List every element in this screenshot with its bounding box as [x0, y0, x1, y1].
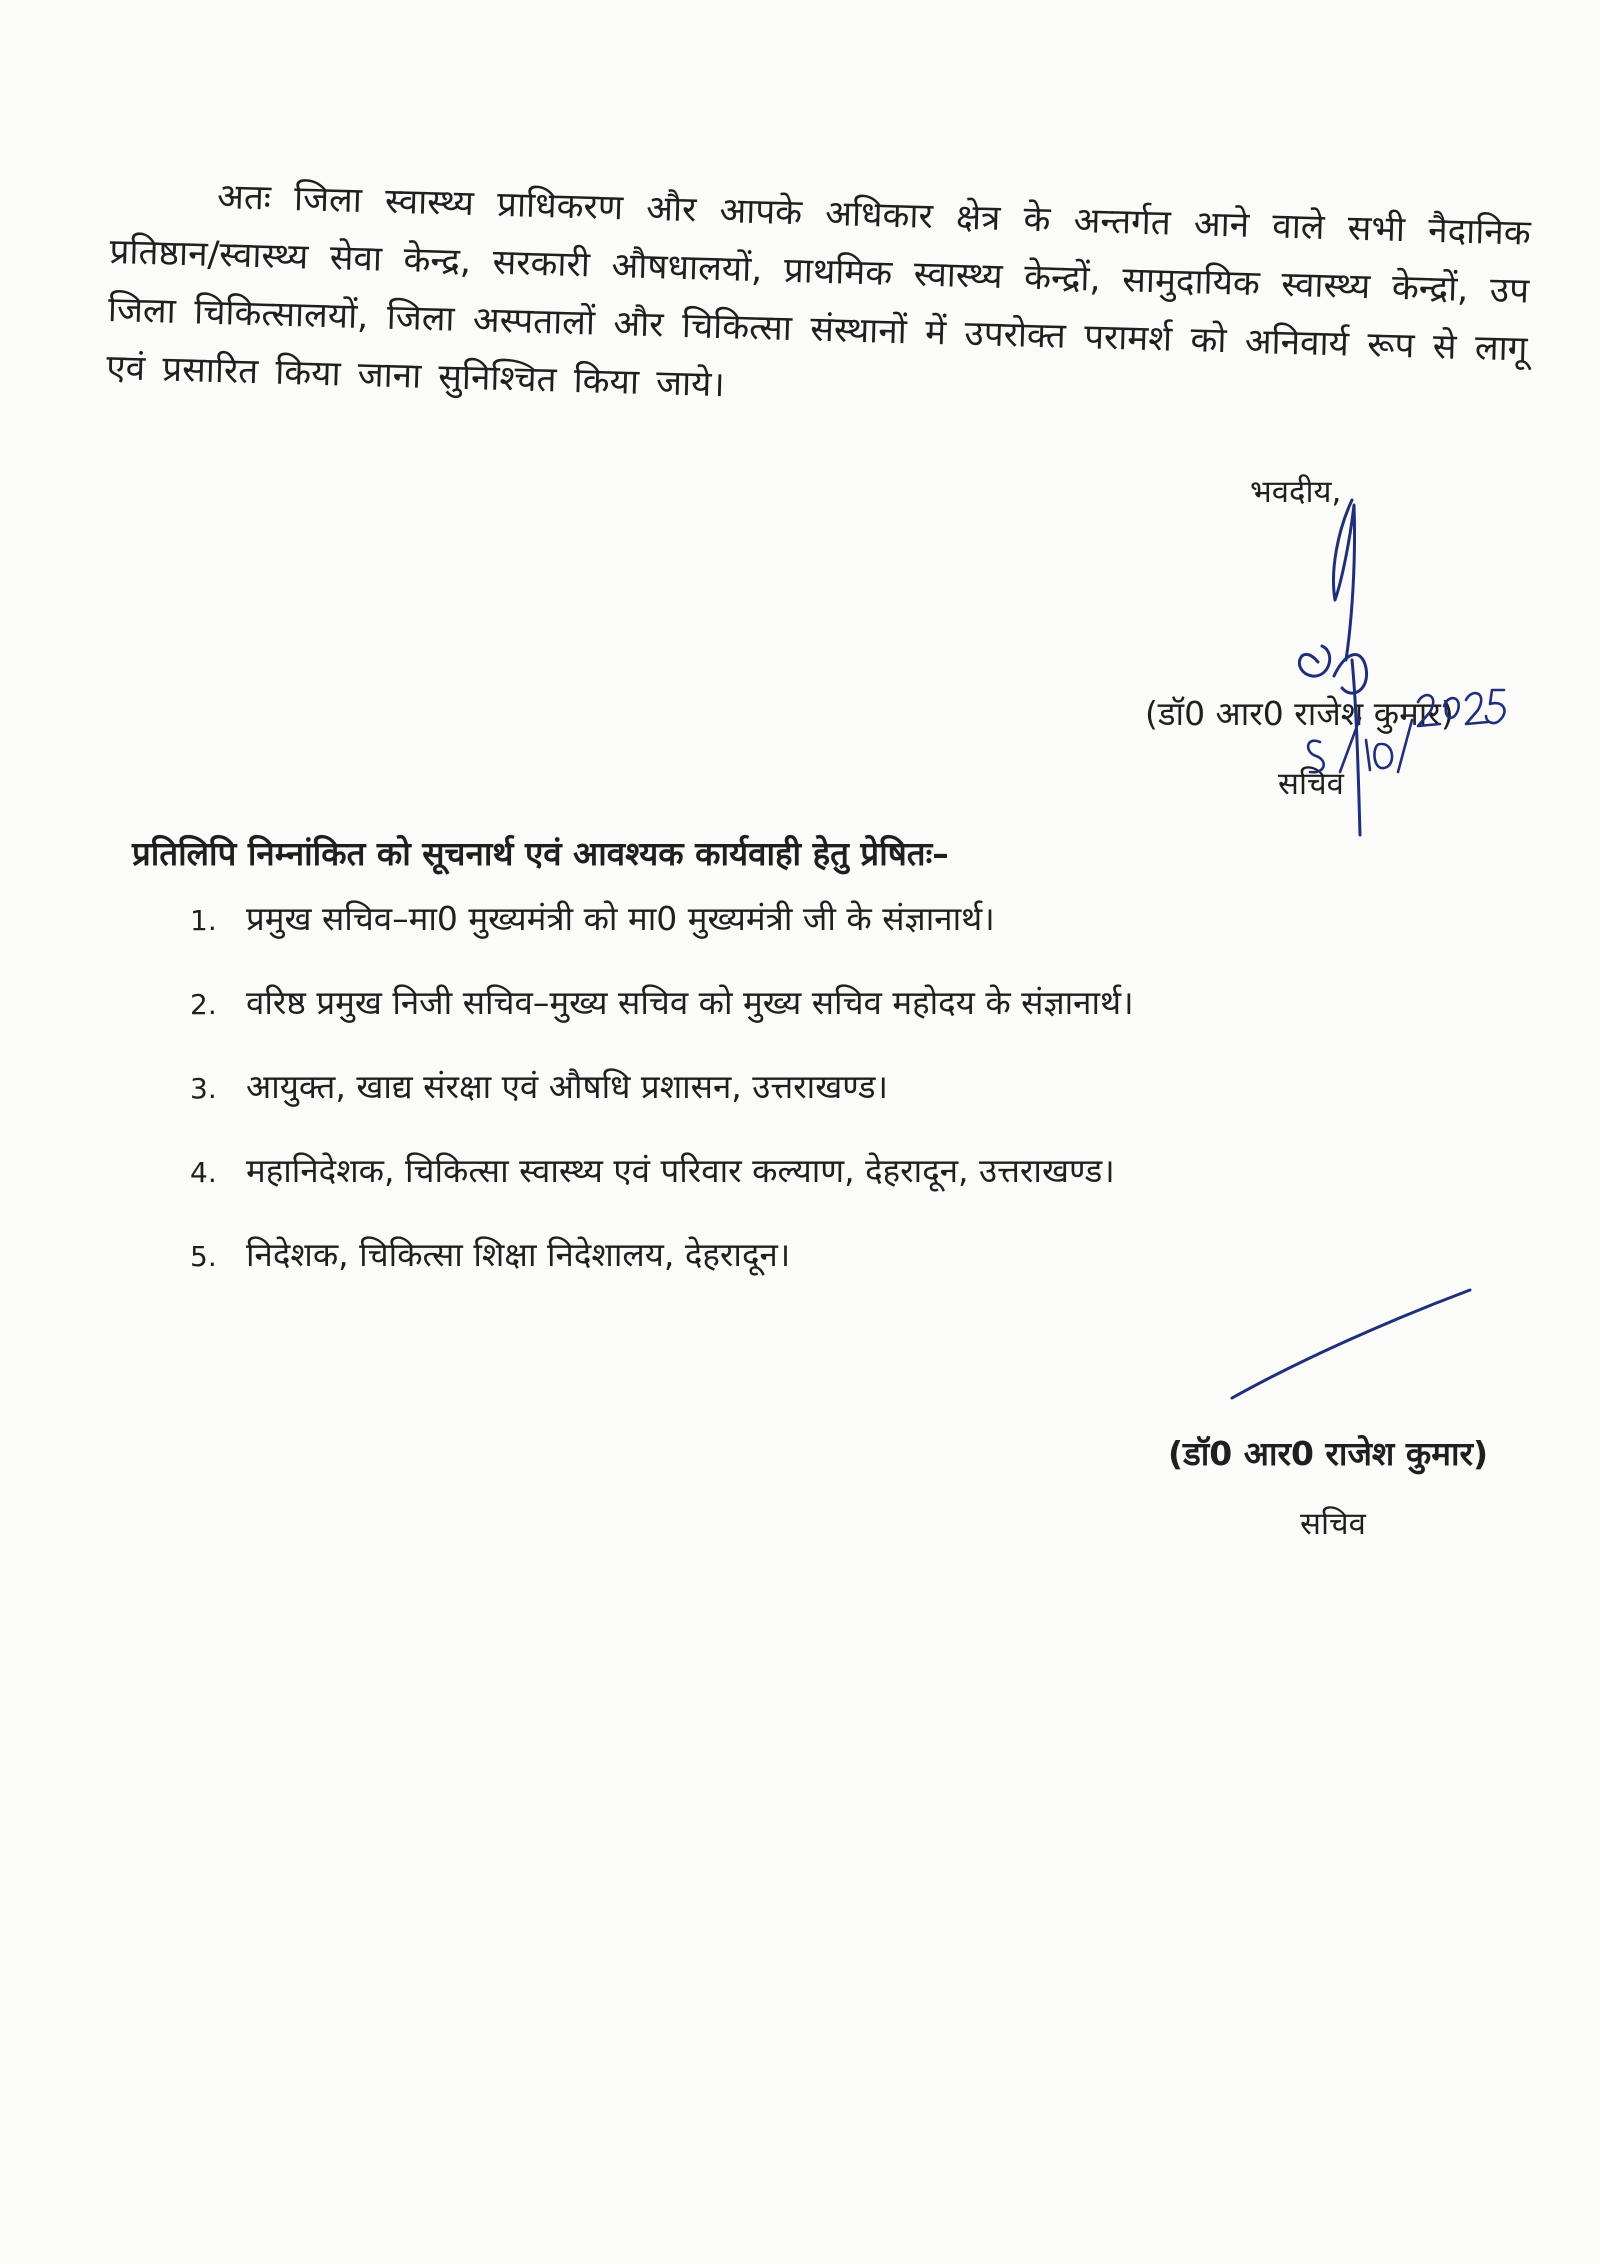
signature-top	[1334, 500, 1355, 660]
copy-heading: प्रतिलिपि निम्नांकित को सूचनार्थ एवं आवश्यक कार्यवाही हेतु प्रेषितः–	[132, 834, 949, 873]
signatory-title-top: सचिव	[1278, 766, 1344, 802]
list-number: 2.	[190, 988, 217, 1021]
list-item	[190, 1063, 1440, 1147]
list-number: 1.	[190, 904, 217, 937]
paragraph-indent	[111, 205, 217, 208]
list-number: 4.	[190, 1156, 217, 1189]
list-item	[190, 1147, 1440, 1231]
signature-top-strike	[1352, 660, 1360, 835]
paragraph-text: अतः जिला स्वास्थ्य प्राधिकरण और आपके अधिकार क्षेत्र के अन्तर्गत आने वाले सभी नैदानिक प्रतिष्ठान/स्वास्थ्य सेवा केन्द्र, सरकारी औषधालयों, प्राथमिक स्वास्थ्य केन्द्रों, सामुदायिक स्वास्थ्य केन्द्रों, उप जिला चिकित्सालयों, जिला अस्पतालों और चिकित्सा संस्थानों में उपरोक्त परामर्श को अनिवार्य रूप से लागू एवं प्रसारित किया जाना सुनिश्चित किया जाये।	[105, 176, 1532, 406]
signatory-name-top: (डॉ0 आर0 राजेश कुमार)	[1145, 694, 1454, 733]
signatory-title-bottom: सचिव	[1300, 1506, 1366, 1542]
list-item	[190, 895, 1440, 979]
list-text: प्रमुख सचिव–मा0 मुख्यमंत्री को मा0 मुख्यमंत्री जी के संज्ञानार्थ।	[246, 899, 995, 938]
main-paragraph	[106, 165, 1532, 437]
list-text: महानिदेशक, चिकित्सा स्वास्थ्य एवं परिवार कल्याण, देहरादून, उत्तराखण्ड।	[246, 1151, 1115, 1190]
list-item	[190, 1231, 1440, 1315]
copy-recipient-list	[190, 895, 1440, 1315]
list-text: वरिष्ठ प्रमुख निजी सचिव–मुख्य सचिव को मुख्य सचिव महोदय के संज्ञानार्थ।	[246, 983, 1134, 1022]
signatory-name-bottom: (डॉ0 आर0 राजेश कुमार)	[1168, 1434, 1489, 1473]
list-text: आयुक्त, खाद्य संरक्षा एवं औषधि प्रशासन, उत्तराखण्ड।	[246, 1067, 889, 1106]
list-text: निदेशक, चिकित्सा शिक्षा निदेशालय, देहरादून।	[246, 1235, 791, 1274]
closing-salutation: भवदीय,	[1250, 474, 1342, 510]
list-number: 5.	[190, 1240, 217, 1273]
signature-top-initials	[1299, 646, 1366, 693]
list-item	[190, 979, 1440, 1063]
list-number: 3.	[190, 1072, 217, 1105]
